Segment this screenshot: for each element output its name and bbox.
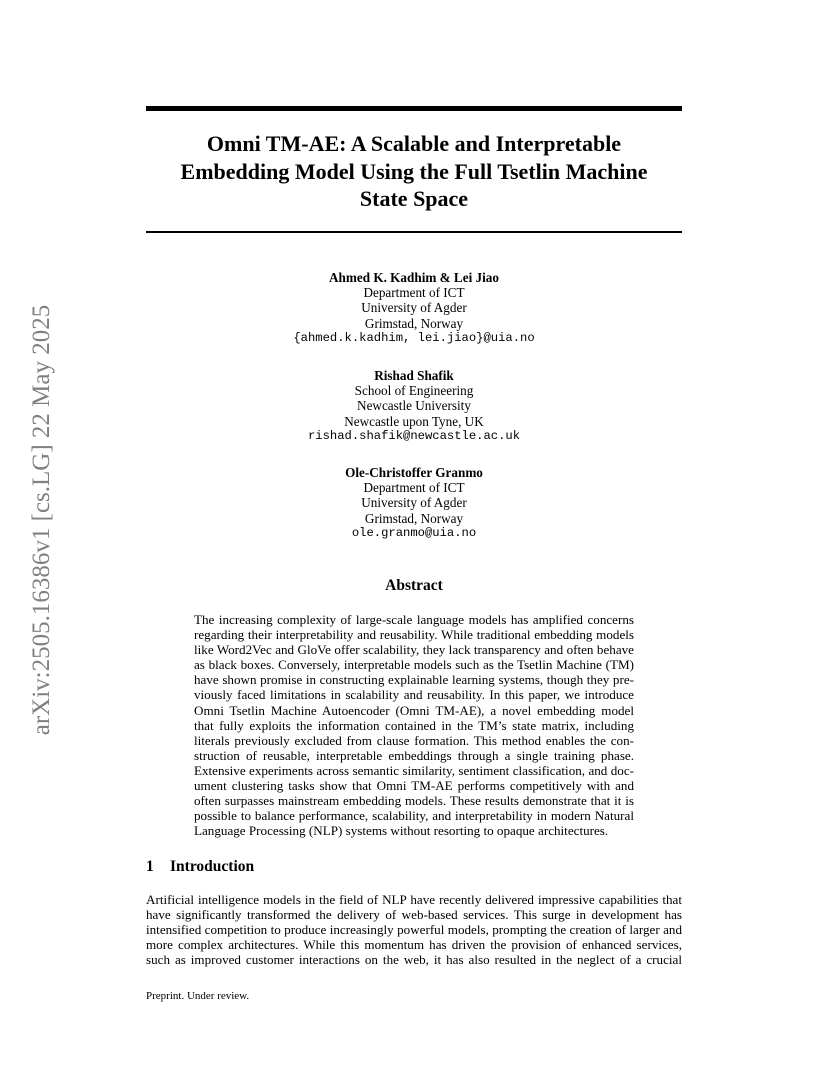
title-line: Embedding Model Using the Full Tsetlin Machine (180, 158, 648, 184)
author-department: Department of ICT (363, 480, 465, 496)
author-location: Grimstad, Norway (364, 510, 464, 526)
title-line: State Space (359, 186, 469, 211)
introduction-text (146, 892, 682, 967)
author-name: Rishad Shafik (374, 368, 454, 383)
abstract-line: Omni Tsetlin Machine Autoencoder (Omni TM-AE), a novel embedding model (194, 702, 634, 718)
abstract-line: like Word2Vec and GloVe offer scalability, they lack transparency and often behave (194, 642, 634, 658)
intro-line: such as improved customer interactions on the web, it has also resulted in the neglect of a crucial (146, 952, 682, 968)
abstract-line: literals previously excluded from clause formation. This method enables the con- (194, 732, 634, 748)
author-email[interactable]: ole.granmo@uia.no (351, 525, 477, 540)
abstract-line: often surpasses mainstream embedding models. These results demonstrate that it is (194, 793, 634, 809)
title-line: Omni TM-AE: A Scalable and Interpretable (206, 131, 622, 156)
section-title: Introduction (170, 858, 255, 875)
paper-title (146, 130, 682, 213)
abstract-line: that fully exploits the information contained in the TM’s state matrix, including (194, 717, 634, 733)
intro-line: more complex architectures. While this momentum has driven the provision of enhanced services, (146, 937, 682, 953)
author-block-3 (146, 465, 682, 541)
footer-note: Preprint. Under review. (146, 990, 250, 1002)
intro-line: have significantly transformed the delivery of web-based services. This surge in development has (146, 907, 682, 923)
abstract-line: ument clustering tasks show that Omni TM-AE performs competitively with and (194, 778, 634, 794)
author-name: Ahmed K. Kadhim & Lei Jiao (329, 270, 499, 285)
abstract-line: The increasing complexity of large-scale language models has amplified concerns (194, 612, 634, 627)
author-department: School of Engineering (354, 383, 474, 399)
abstract-line: as black boxes. Conversely, interpretable models such as the Tsetlin Machine (TM) (194, 657, 634, 673)
author-institution: University of Agder (361, 300, 467, 316)
author-location: Newcastle upon Tyne, UK (344, 413, 484, 429)
abstract-line: Language Processing (NLP) systems without resorting to opaque architectures. (194, 823, 609, 839)
author-location: Grimstad, Norway (364, 315, 464, 331)
abstract-line: have shown promise in constructing explainable learning systems, though they pre- (194, 672, 634, 688)
abstract-text (194, 612, 634, 838)
author-email[interactable]: {ahmed.k.kadhim, lei.jiao}@uia.no (293, 330, 535, 345)
author-department: Department of ICT (363, 285, 465, 301)
abstract-line: struction of reusable, interpretable embeddings through a single training phase. (194, 747, 634, 763)
abstract-line: viously faced limitations in scalability and reusability. In this paper, we introduce (194, 687, 634, 703)
section-heading-introduction (146, 858, 254, 876)
intro-line: Artificial intelligence models in the field of NLP have recently delivered impressive capabilities that (146, 892, 682, 907)
arxiv-identifier: arXiv:2505.16386v1 [cs.LG] 22 May 2025 (28, 304, 55, 736)
author-block-1 (146, 270, 682, 346)
intro-line: intensified competition to produce increasingly powerful models, prompting the creation of larger and (146, 922, 682, 938)
author-email[interactable]: rishad.shafik@newcastle.ac.uk (307, 428, 521, 443)
title-top-rule (146, 106, 682, 111)
abstract-line: possible to balance performance, scalability, and interpretability in modern Natural (194, 808, 634, 824)
author-block-2 (146, 368, 682, 444)
abstract-heading: Abstract (385, 577, 443, 594)
abstract-line: regarding their interpretability and reusability. While traditional embedding models (194, 627, 634, 643)
section-number: 1 (146, 858, 154, 875)
abstract-line: Extensive experiments across semantic similarity, sentiment classification, and doc- (194, 762, 634, 778)
author-name: Ole-Christoffer Granmo (345, 465, 483, 480)
author-institution: University of Agder (361, 495, 467, 511)
author-institution: Newcastle University (357, 398, 471, 414)
title-bottom-rule (146, 231, 682, 233)
